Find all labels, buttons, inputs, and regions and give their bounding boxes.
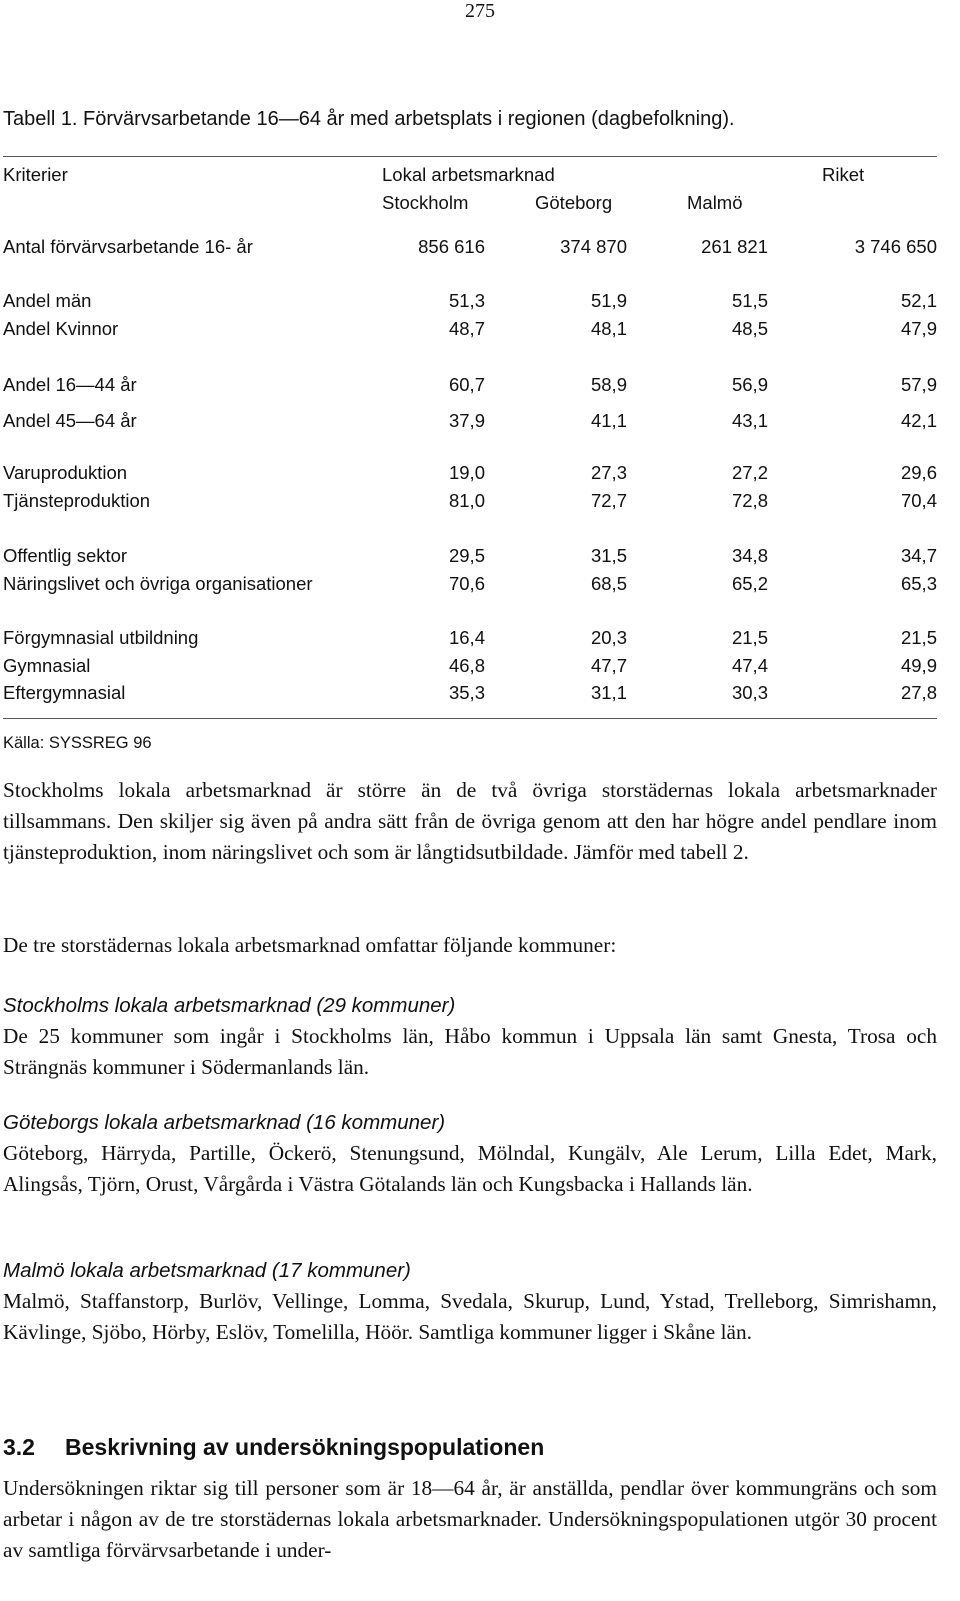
row-label: Antal förvärvsarbetande 16- år [3, 236, 253, 257]
cell-value: 19,0 [448, 462, 485, 483]
stockholm-block [3, 990, 937, 1084]
table-caption: Tabell 1. Förvärvsarbetande 16—64 år med arbetsplats i regionen (dagbefolkning). [3, 108, 735, 130]
row-label: Näringslivet och övriga organisationer [3, 573, 313, 594]
header-column-malmo: Malmö [687, 192, 743, 213]
cell-value: 60,7 [448, 374, 485, 395]
cell-value: 43,1 [731, 410, 768, 431]
cell-value: 58,9 [590, 374, 627, 395]
section-number: 3.2 [3, 1434, 35, 1460]
header-column-stockholm: Stockholm [382, 192, 469, 213]
cell-value: 29,6 [900, 462, 937, 483]
cell-value: 70,4 [900, 490, 937, 511]
paragraph-text: De tre storstädernas lokala arbetsmarknad omfattar följande kommuner: [3, 933, 617, 957]
cell-value: 37,9 [448, 410, 485, 431]
malmo-heading: Malmö lokala arbetsmarknad (17 kommuner) [3, 1259, 411, 1282]
row-label: Eftergymnasial [3, 682, 126, 703]
cell-value: 51,9 [590, 290, 627, 311]
cell-value: 27,3 [590, 462, 627, 483]
cell-value: 47,9 [900, 318, 937, 339]
table-top-rule [3, 156, 937, 157]
cell-value: 29,5 [448, 545, 485, 566]
section-heading [3, 1434, 544, 1461]
cell-value: 42,1 [900, 410, 937, 431]
paragraph-stockholm-comparison [3, 775, 937, 869]
cell-value: 3 746 650 [854, 236, 937, 257]
cell-value: 21,5 [900, 627, 937, 648]
section-paragraph [3, 1473, 937, 1567]
stockholm-heading: Stockholms lokala arbetsmarknad (29 kommuner) [3, 994, 456, 1017]
cell-value: 48,1 [590, 318, 627, 339]
table-bottom-rule [3, 718, 937, 719]
malmo-block [3, 1255, 937, 1349]
cell-value: 27,2 [731, 462, 768, 483]
table-source: Källa: SYSSREG 96 [3, 734, 152, 752]
row-label: Tjänsteproduktion [3, 490, 151, 511]
row-label: Andel 45—64 år [3, 410, 137, 431]
cell-value: 56,9 [731, 374, 768, 395]
cell-value: 65,3 [900, 573, 937, 594]
cell-value: 27,8 [900, 682, 937, 703]
cell-value: 46,8 [448, 655, 485, 676]
cell-value: 47,7 [590, 655, 627, 676]
header-local-labour-market: Lokal arbetsmarknad [382, 164, 555, 185]
row-label: Varuproduktion [3, 462, 128, 483]
header-column-goteborg: Göteborg [535, 192, 613, 213]
cell-value: 52,1 [900, 290, 937, 311]
page-number: 275 [465, 0, 495, 22]
cell-value: 48,7 [448, 318, 485, 339]
cell-value: 72,8 [731, 490, 768, 511]
stockholm-text: De 25 kommuner som ingår i Stockholms län, Håbo kommun i Uppsala län samt Gnesta, Trosa och Strängnäs kommuner i Södermanlands län. [3, 1024, 937, 1080]
cell-value: 35,3 [448, 682, 485, 703]
cell-value: 21,5 [731, 627, 768, 648]
cell-value: 20,3 [590, 627, 627, 648]
row-label: Förgymnasial utbildning [3, 627, 199, 648]
cell-value: 70,6 [448, 573, 485, 594]
cell-value: 68,5 [590, 573, 627, 594]
paragraph-text: Undersökningen riktar sig till personer som är 18—64 år, är anställda, pendlar över kommungräns och som arbetar i någon av de tre storstädernas lokala arbetsmarknader. Undersökningspopulationen utgör 30 procent av samtliga förvärvsarbetande i under- [3, 1476, 937, 1563]
cell-value: 41,1 [590, 410, 627, 431]
cell-value: 81,0 [448, 490, 485, 511]
cell-value: 30,3 [731, 682, 768, 703]
cell-value: 72,7 [590, 490, 627, 511]
cell-value: 374 870 [560, 236, 627, 257]
goteborg-text: Göteborg, Härryda, Partille, Öckerö, Stenungsund, Mölndal, Kungälv, Ale Lerum, Lilla Edet, Mark, Alingsås, Tjörn, Orust, Vårgårda i Västra Götalands län och Kungsbacka i Hallands län. [3, 1141, 937, 1197]
row-label: Gymnasial [3, 655, 91, 676]
cell-value: 261 821 [701, 236, 768, 257]
cell-value: 34,7 [900, 545, 937, 566]
row-label: Andel Kvinnor [3, 318, 119, 339]
section-title: Beskrivning av undersökningspopulationen [65, 1434, 545, 1460]
cell-value: 34,8 [731, 545, 768, 566]
paragraph-intro-kommuner [3, 930, 937, 961]
goteborg-block [3, 1107, 937, 1201]
paragraph-text: Stockholms lokala arbetsmarknad är större än de två övriga storstädernas lokala arbetsmarknader tillsammans. Den skiljer sig även på andra sätt från de övriga genom att den har högre andel pendlare inom tjänsteproduktion, inom näringslivet och som är långtidsutbildade. Jämför med tabell 2. [3, 778, 937, 865]
row-label: Andel män [3, 290, 92, 311]
malmo-text: Malmö, Staffanstorp, Burlöv, Vellinge, Lomma, Svedala, Skurup, Lund, Ystad, Trelleborg, Simrishamn, Kävlinge, Sjöbo, Hörby, Eslöv, Tomelilla, Höör. Samtliga kommuner ligger i Skåne län. [3, 1289, 937, 1345]
cell-value: 31,5 [590, 545, 627, 566]
goteborg-heading: Göteborgs lokala arbetsmarknad (16 kommuner) [3, 1111, 446, 1134]
cell-value: 31,1 [590, 682, 627, 703]
cell-value: 47,4 [731, 655, 768, 676]
cell-value: 57,9 [900, 374, 937, 395]
row-label: Offentlig sektor [3, 545, 128, 566]
header-criteria: Kriterier [3, 164, 68, 185]
cell-value: 856 616 [418, 236, 485, 257]
cell-value: 49,9 [900, 655, 937, 676]
cell-value: 16,4 [448, 627, 485, 648]
cell-value: 51,3 [448, 290, 485, 311]
cell-value: 51,5 [731, 290, 768, 311]
row-label: Andel 16—44 år [3, 374, 137, 395]
header-riket: Riket [822, 164, 865, 185]
cell-value: 48,5 [731, 318, 768, 339]
cell-value: 65,2 [731, 573, 768, 594]
